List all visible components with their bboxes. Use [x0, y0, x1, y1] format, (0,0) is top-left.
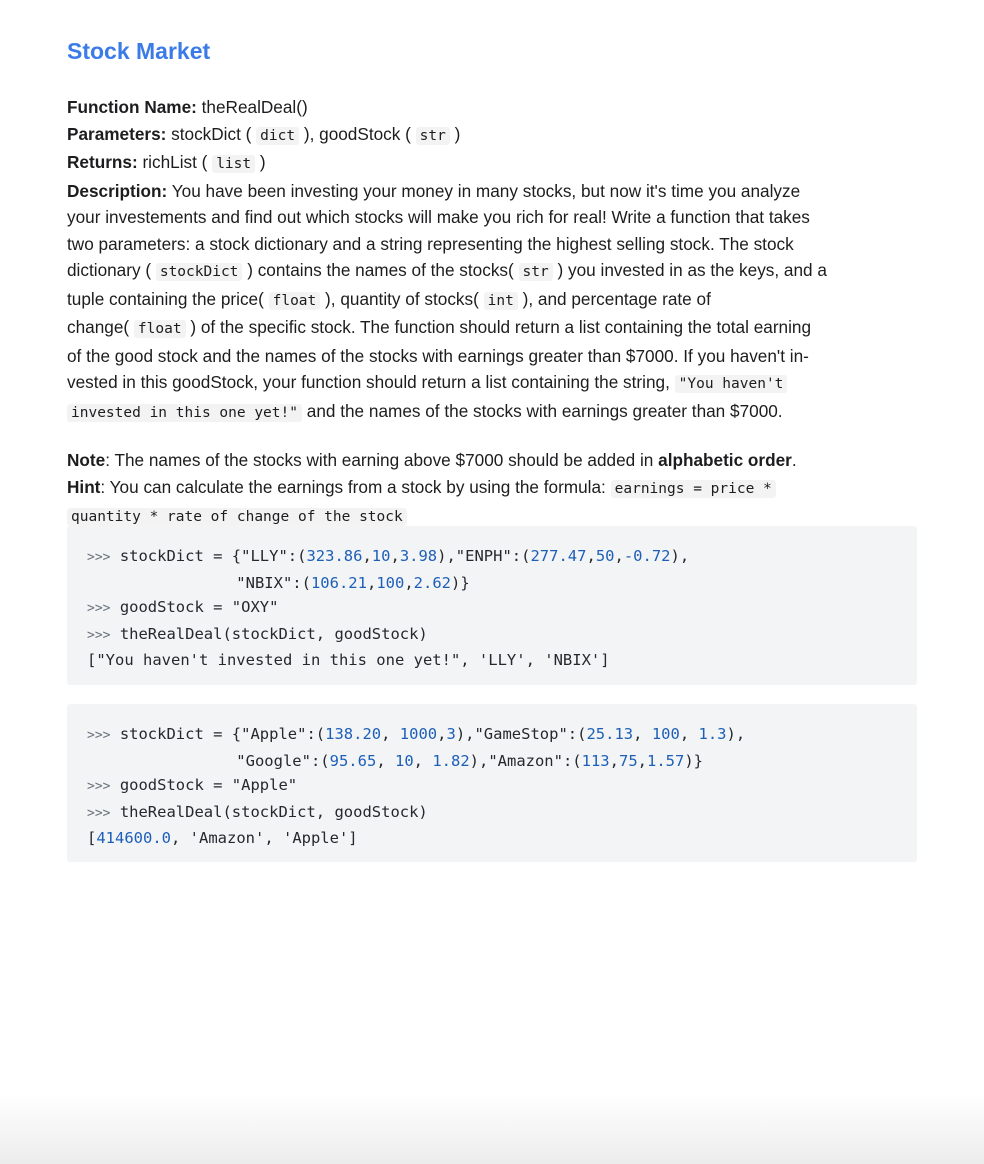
- description-text: dictionary ( stockDict ) contains the names of the stocks( str ) you invested in as the keys, and a: [67, 260, 827, 280]
- inline-code: float: [134, 320, 186, 338]
- bottom-fade: [0, 1094, 984, 1164]
- hint-line: Hint: You can calculate the earnings from a stock by using the formula: earnings = price *: [67, 474, 917, 503]
- code-line: "Google":(95.65, 10, 1.82),"Amazon":(113,75,1.57)}: [87, 751, 703, 770]
- inline-code: str: [416, 127, 450, 145]
- function-name-line: Function Name: theRealDeal(): [67, 97, 308, 117]
- inline-code: stockDict: [156, 263, 243, 281]
- code-line: "NBIX":(106.21,100,2.62)}: [87, 573, 470, 592]
- inline-code: "You haven't: [675, 375, 788, 393]
- description-text: tuple containing the price( float ), quantity of stocks( int ), and percentage rate of: [67, 288, 711, 309]
- notes-section: [67, 447, 917, 531]
- code-line: >>> theRealDeal(stockDict, goodStock): [87, 624, 428, 643]
- code-example-2: [67, 704, 917, 862]
- page-title: Stock Market: [67, 38, 211, 64]
- description-text: two parameters: a stock dictionary and a string representing the highest selling stock. The stock: [67, 233, 794, 254]
- description-text: your investements and find out which stocks will make you rich for real! Write a function that takes: [67, 207, 810, 227]
- description-text: change( float ) of the specific stock. The function should return a list containing the total earning: [67, 317, 812, 337]
- code-output: ["You haven't invested in this one yet!", 'LLY', 'NBIX']: [87, 651, 610, 669]
- description-line: Description: You have been investing your money in many stocks, but now it's time you analyze: [67, 180, 801, 201]
- inline-code: list: [212, 155, 255, 173]
- description-text: vested in this goodStock, your function should return a list containing the string, "You haven't: [67, 369, 917, 398]
- returns-line: Returns: richList ( list ): [67, 152, 266, 172]
- code-example-1: [67, 526, 917, 685]
- inline-code: dict: [256, 127, 299, 145]
- inline-code: str: [519, 263, 553, 281]
- inline-code: quantity * rate of change of the stock: [67, 508, 407, 526]
- inline-code: earnings = price *: [611, 480, 776, 498]
- code-line: >>> goodStock = "OXY": [87, 598, 279, 616]
- inline-code: float: [269, 292, 321, 310]
- description-text: invested in this one yet!" and the names of the stocks with earnings greater than $7000.: [67, 398, 917, 427]
- code-output: [414600.0, 'Amazon', 'Apple']: [87, 829, 358, 847]
- inline-code: invested in this one yet!": [67, 404, 302, 422]
- description-text: of the good stock and the names of the stocks with earnings greater than $7000. If you haven't in-: [67, 345, 809, 366]
- document: [67, 36, 917, 531]
- code-line: >>> goodStock = "Apple": [87, 776, 298, 794]
- note-line: Note: The names of the stocks with earning above $7000 should be added in alphabetic order.: [67, 450, 797, 470]
- inline-code: int: [484, 292, 518, 310]
- spec-section: [67, 94, 917, 426]
- parameters-line: Parameters: stockDict ( dict ), goodStock ( str ): [67, 123, 461, 144]
- code-line: >>> stockDict = {"Apple":(138.20, 1000,3),"GameStop":(25.13, 100, 1.3),: [87, 725, 746, 743]
- code-line: >>> theRealDeal(stockDict, goodStock): [87, 802, 428, 821]
- code-line: >>> stockDict = {"LLY":(323.86,10,3.98),"ENPH":(277.47,50,-0.72),: [87, 547, 690, 565]
